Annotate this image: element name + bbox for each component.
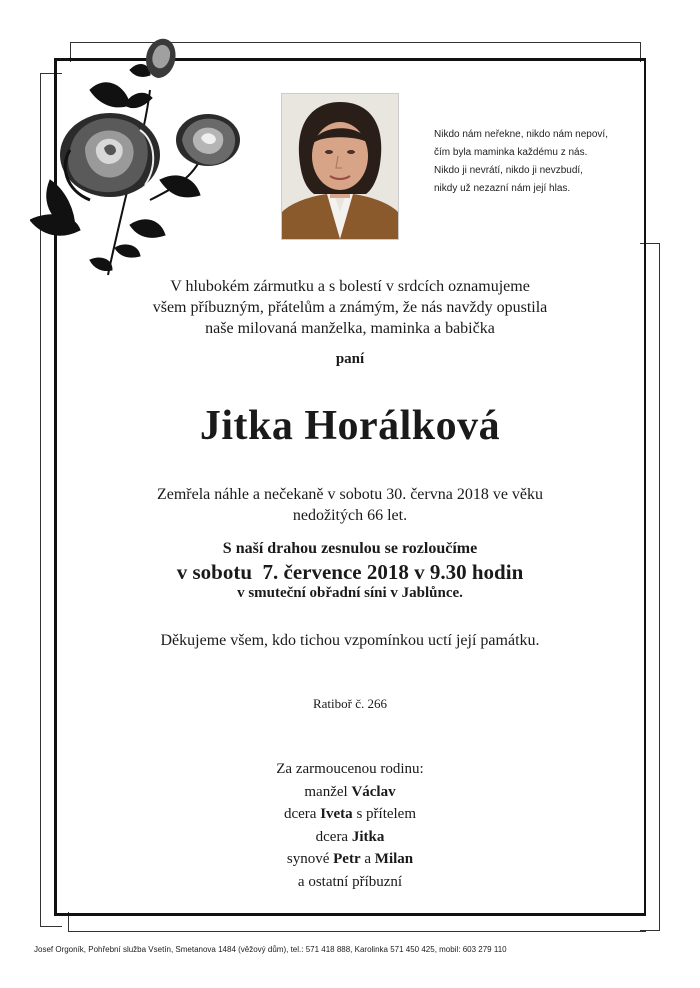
address: Ratiboř č. 266 — [312, 696, 387, 711]
funeral-service-footer: Josef Orgoník, Pohřební služba Vsetín, Smetanova 1484 (věžový dům), tel.: 571 418 888, Karolinka 571 450 425, mobil: 603 279 110 — [34, 945, 507, 954]
thanks-text: Děkujeme všem, kdo tichou vzpomínkou uctí její památku. — [160, 632, 540, 649]
poem-line: čím byla maminka každému z nás. — [434, 147, 588, 158]
family-signature — [54, 758, 646, 893]
family-member-name: Jitka — [351, 828, 385, 845]
family-member-name: Petr — [333, 851, 361, 867]
portrait-photo — [281, 93, 399, 240]
family-line: manžel Václav — [304, 783, 396, 800]
family-member-name: Iveta — [320, 806, 353, 822]
intro-line: všem příbuzným, přátelům a známým, že nás navždy opustila — [152, 299, 548, 316]
announcement-text — [54, 276, 646, 339]
family-line: dcera Iveta s přítelem — [283, 806, 417, 822]
poem-line: Nikdo ji nevrátí, nikdo ji nevzbudí, — [434, 165, 583, 176]
poem-line: Nikdo nám neřekne, nikdo nám nepoví, — [434, 129, 608, 140]
farewell-date: v sobotu 7. července 2018 v 9.30 hodin — [176, 560, 524, 584]
poem-line: nikdy už nezazní nám její hlas. — [434, 183, 571, 194]
farewell-line-1: S naší drahou zesnulou se rozloučíme — [222, 540, 478, 557]
poem — [434, 126, 654, 198]
family-line: synové Petr a Milan — [286, 851, 414, 867]
death-notice — [54, 484, 646, 526]
family-line: a ostatní příbuzní — [297, 873, 403, 890]
death-line: nedožitých 66 let. — [292, 507, 408, 524]
deceased-name: Jitka Horálková — [199, 403, 501, 449]
intro-line: naše milovaná manželka, maminka a babička — [205, 320, 495, 337]
family-heading: Za zarmoucenou rodinu: — [276, 761, 424, 777]
family-member-name: Milan — [374, 851, 414, 867]
family-member-name: Václav — [351, 783, 396, 800]
farewell-place: v smuteční obřadní síni v Jablůnce. — [237, 585, 463, 601]
intro-line: V hlubokém zármutku a s bolestí v srdcích oznamujeme — [170, 278, 530, 295]
roses-icon — [30, 30, 250, 280]
family-line: dcera Jitka — [315, 828, 385, 845]
death-line: Zemřela náhle a nečekaně v sobotu 30. června 2018 ve věku — [156, 486, 544, 503]
title-word: paní — [335, 351, 365, 367]
